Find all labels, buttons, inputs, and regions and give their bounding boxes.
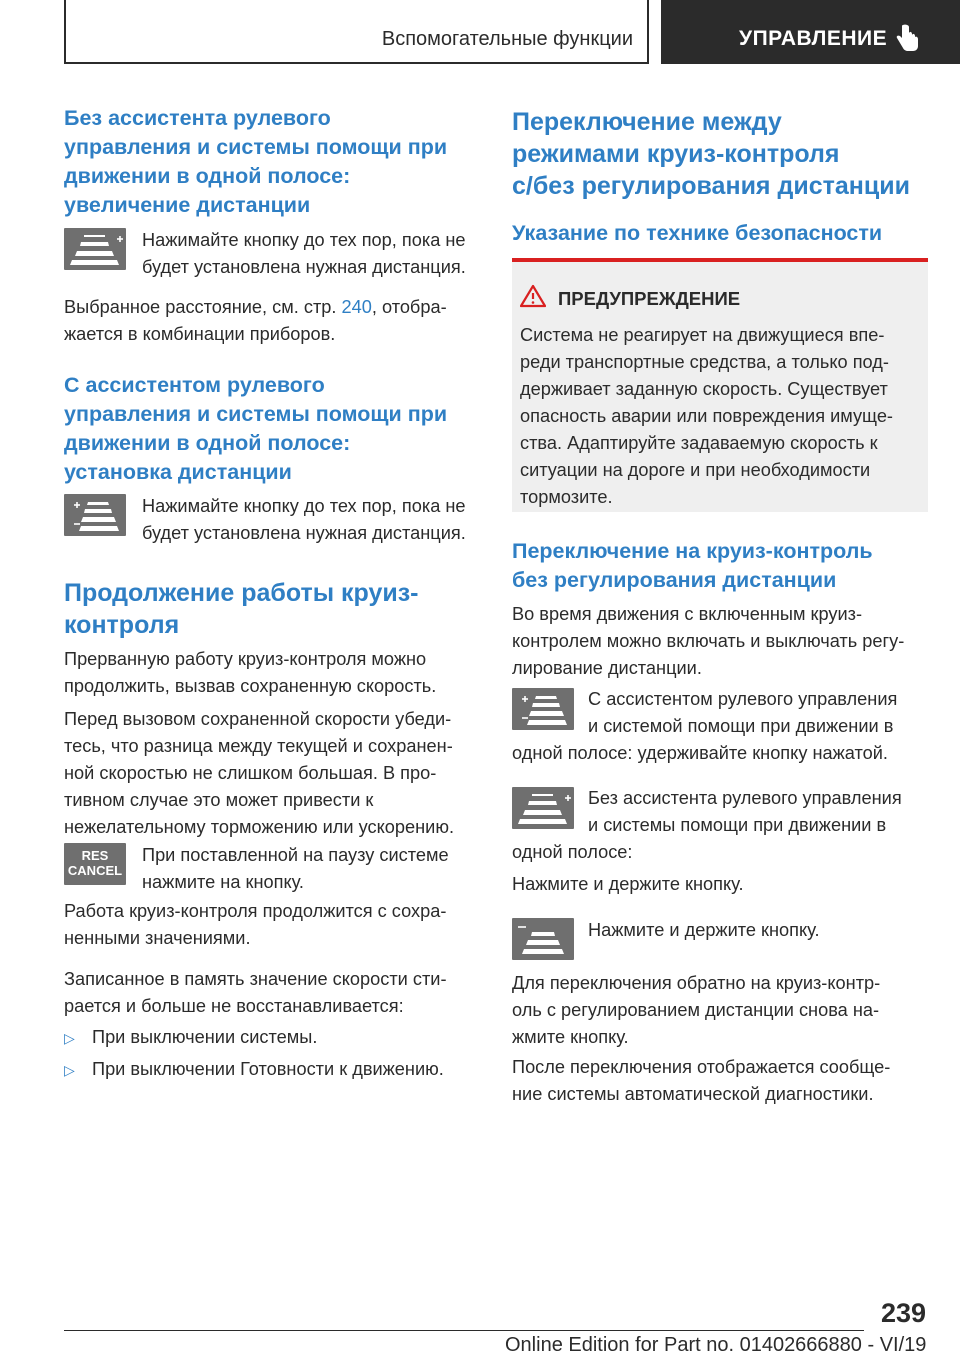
paragraph-without-assistant-cont: одной полосе: <box>512 842 633 862</box>
paragraph-press-increase: Нажимайте кнопку до тех пор, пока не будет установлена нужная дистанция. <box>142 230 466 277</box>
distance-minus-icon <box>64 494 126 536</box>
cancel-label: CANCEL <box>67 863 123 878</box>
paragraph-with-assistant: С ассистентом рулевого управления и системой помощи при движении в <box>588 689 898 736</box>
distance-minus-icon <box>512 688 574 730</box>
distance-plus-icon <box>512 787 574 829</box>
paragraph-press-hold-1: Нажмите и держите кнопку. <box>512 874 744 894</box>
heading-safety-note: Указание по технике безопасности <box>512 221 883 245</box>
bullet-triangle-icon: ▷ <box>64 1030 75 1046</box>
heading-switch-modes: Переключение между режимами круиз-контроля с/без регулирования дистанции <box>512 108 910 200</box>
paragraph-speed-check: Перед вызовом сохраненной скорости убеди- тесь, что разница между текущей и сохранен- ной скоростью не слишком большая. В про- тивном случае это может привести к нежелательному торможению или ускорению. <box>64 709 455 837</box>
list-item: При выключении Готовности к движению. <box>92 1059 444 1079</box>
heading-increase-distance: Без ассистента рулевого управления и системы помощи при движении в одной полосе: увеличение дистанции <box>64 106 448 217</box>
res-cancel-icon <box>64 843 126 885</box>
warning-title: ПРЕДУПРЕЖДЕНИЕ <box>558 288 741 309</box>
warning-panel <box>512 258 928 512</box>
res-label: RES <box>81 848 109 863</box>
bullet-triangle-icon: ▷ <box>64 1062 75 1078</box>
paragraph-continue-values: Работа круиз-контроля продолжится с сохра- ненными значениями. <box>64 901 447 948</box>
paragraph-selected-distance: Выбранное расстояние, см. стр. 240, отобра- жается в комбинации приборов. <box>64 297 447 344</box>
paragraph-press-set: Нажимайте кнопку до тех пор, пока не будет установлена нужная дистанция. <box>142 496 466 543</box>
chapter-title: УПРАВЛЕНИЕ <box>739 27 888 50</box>
paragraph-toggle-distance: Во время движения с включенным круиз- контролем можно включать и выключать регу- лирование дистанции. <box>512 604 905 678</box>
footer-edition: Online Edition for Part no. 01402666880 - VI/19 <box>505 1334 927 1356</box>
paragraph-press-resume: При поставленной на паузу системе нажмите на кнопку. <box>142 845 449 892</box>
paragraph-speed-erased: Записанное в память значение скорости сти- рается и больше не восстанавливается: <box>64 969 447 1016</box>
list-item: При выключении системы. <box>92 1027 318 1047</box>
heading-set-distance: С ассистентом рулевого управления и системы помощи при движении в одной полосе: установка дистанции <box>64 373 448 484</box>
paragraph-resume-info: Прерванную работу круиз-контроля можно продолжить, вызвав сохраненную скорость. <box>64 649 437 696</box>
paragraph-press-hold-2: Нажмите и держите кнопку. <box>588 920 820 940</box>
header-section-box <box>64 0 649 64</box>
paragraph-without-assistant: Без ассистента рулевого управления и системы помощи при движении в <box>588 788 902 835</box>
chapter-tab <box>661 0 960 64</box>
hand-pointer-icon <box>894 24 920 52</box>
page-link-240[interactable]: 240 <box>341 297 372 317</box>
warning-triangle-icon <box>520 284 546 308</box>
heading-resume-cruise: Продолжение работы круиз- контроля <box>64 579 419 639</box>
warning-text: Система не реагирует на движущиеся впе- реди транспортные средства, а только под- держивает заданную скорость. Существует опасность аварии или повреждения имуще- ства. Адаптируйте задаваемую скорость к ситуации на дороге и при необходимости тормозите. <box>520 325 893 507</box>
section-subtitle: Вспомогательные функции <box>381 28 633 50</box>
paragraph-diagnostic: После переключения отображается сообще- ние системы автоматической диагностики. <box>512 1057 891 1104</box>
distance-minus-icon <box>512 918 574 960</box>
footer-divider <box>64 1330 864 1331</box>
page-number: 239 <box>880 1298 926 1328</box>
heading-switch-no-distance: Переключение на круиз-контроль без регулирования дистанции <box>512 539 873 592</box>
distance-plus-icon <box>64 228 126 270</box>
paragraph-switch-back: Для переключения обратно на круиз-контр- оль с регулированием дистанции снова на- жмите кнопку. <box>512 973 881 1047</box>
paragraph-with-assistant-cont: одной полосе: удерживайте кнопку нажатой. <box>512 743 888 763</box>
